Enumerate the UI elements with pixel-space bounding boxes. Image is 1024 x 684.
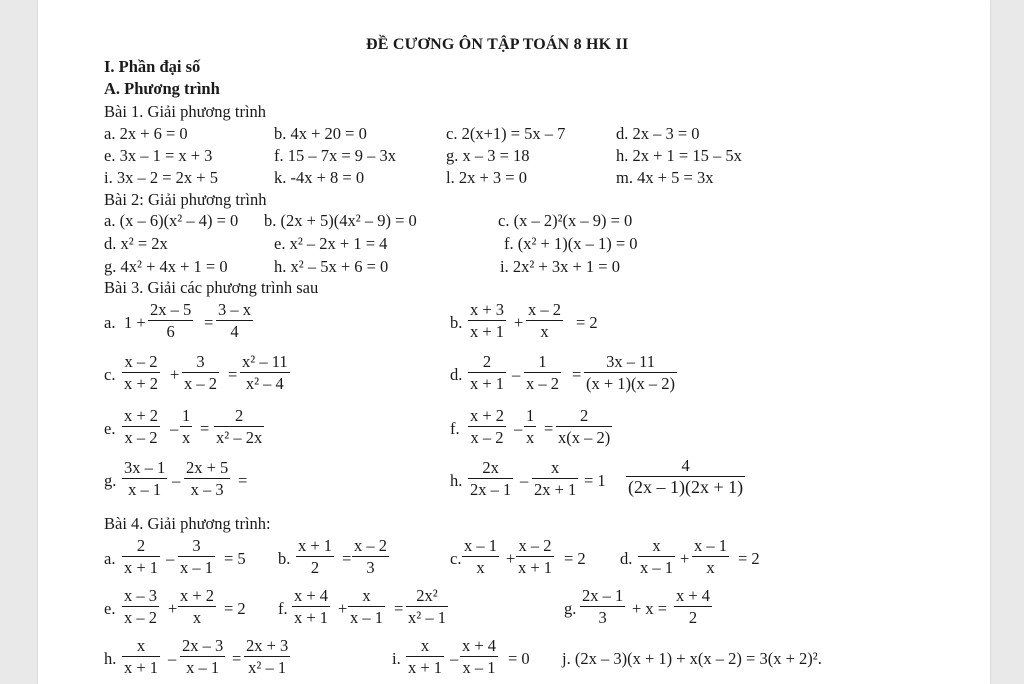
bai2-item: e. x² – 2x + 1 = 4 <box>274 234 388 253</box>
fraction: 2 x² – 2x <box>216 406 263 447</box>
operator: = 2 <box>564 549 586 568</box>
item-label: d. <box>620 549 633 568</box>
operator: – <box>170 419 179 438</box>
fraction: 2x 2x – 1 <box>470 458 512 499</box>
item-label: c. <box>104 365 116 384</box>
fraction: x + 1 2 <box>298 536 333 577</box>
item-label: b. <box>278 549 291 568</box>
fraction: x x + 1 <box>124 636 159 677</box>
fraction: x x + 1 <box>408 636 443 677</box>
fraction: x 2x + 1 <box>534 458 577 499</box>
fraction: 2x + 3 x² – 1 <box>246 636 289 677</box>
fraction: x + 2 x – 2 <box>124 406 159 447</box>
item-label: f. <box>450 419 460 438</box>
fraction: x + 4 x – 1 <box>462 636 497 677</box>
fraction: x + 3 x + 1 <box>470 300 505 341</box>
operator: = <box>394 599 404 618</box>
bai4-heading: Bài 4. Giải phương trình: <box>104 514 271 533</box>
bai1-item: a. 2x + 6 = 0 <box>104 124 188 143</box>
fraction: 2x – 5 6 <box>150 300 192 341</box>
fraction: 2 x + 1 <box>124 536 159 577</box>
item-label: a. <box>104 313 116 332</box>
bai2-item: g. 4x² + 4x + 1 = 0 <box>104 257 228 276</box>
item-label: h. <box>450 471 463 490</box>
bai2-item: f. (x² + 1)(x – 1) = 0 <box>504 234 638 253</box>
bai1-item: e. 3x – 1 = x + 3 <box>104 146 213 165</box>
operator: – <box>514 419 523 438</box>
item-label: c. <box>450 549 462 568</box>
bai1-item: k. -4x + 8 = 0 <box>274 168 365 187</box>
fraction: 2x + 5 x – 3 <box>186 458 229 499</box>
fraction: 1 x <box>526 406 535 447</box>
fraction: x x – 1 <box>640 536 673 577</box>
operator: + <box>168 599 178 618</box>
fraction: 3 – x 4 <box>218 300 251 341</box>
bai1-item: i. 3x – 2 = 2x + 5 <box>104 168 218 187</box>
fraction: x – 1 x <box>694 536 727 577</box>
fraction: 2x – 1 3 <box>582 586 624 627</box>
fraction: 2x – 3 x – 1 <box>182 636 224 677</box>
operator: – <box>166 549 175 568</box>
fraction: 3 x – 1 <box>180 536 213 577</box>
bai1-item: m. 4x + 5 = 3x <box>616 168 714 187</box>
fraction: 2 x(x – 2) <box>558 406 611 447</box>
bai1-item: g. x – 3 = 18 <box>446 146 530 165</box>
operator: + <box>514 313 524 332</box>
fraction: x + 4 2 <box>676 586 711 627</box>
bai2-item: i. 2x² + 3x + 1 = 0 <box>500 257 620 276</box>
bai1-item: b. 4x + 20 = 0 <box>274 124 367 143</box>
fraction: x + 2 x <box>180 586 215 627</box>
fraction: 3x – 1 x – 1 <box>124 458 166 499</box>
fraction: x – 2 3 <box>354 536 387 577</box>
operator: = <box>200 419 210 438</box>
fraction: 3 x – 2 <box>184 352 217 393</box>
bai2-item: c. (x – 2)²(x – 9) = 0 <box>498 211 633 230</box>
operator: – <box>168 649 177 668</box>
fraction: 1 x – 2 <box>526 352 559 393</box>
fraction: 2x² x² – 1 <box>408 586 446 627</box>
operator: – <box>172 471 181 490</box>
item-label: b. <box>450 313 463 332</box>
fraction: 3x – 11 (x + 1)(x – 2) <box>586 352 676 393</box>
bai3-heading: Bài 3. Giải các phương trình sau <box>104 278 319 297</box>
operator: = <box>204 313 214 332</box>
bai1-item: d. 2x – 3 = 0 <box>616 124 700 143</box>
operator: = <box>238 471 248 490</box>
fraction: x² – 11 x² – 4 <box>242 352 288 393</box>
operator: = <box>572 365 582 384</box>
operator: + <box>338 599 348 618</box>
bai1-item: h. 2x + 1 = 15 – 5x <box>616 146 742 165</box>
fraction: x – 3 x – 2 <box>124 586 157 627</box>
operator: + <box>680 549 690 568</box>
operator: = 2 <box>738 549 760 568</box>
operator: = 0 <box>508 649 530 668</box>
operator: = <box>232 649 242 668</box>
fraction: x x – 1 <box>350 586 383 627</box>
item-label: g. <box>104 471 117 490</box>
operator: – <box>512 365 521 384</box>
fraction: x – 2 x + 2 <box>124 352 159 393</box>
bai2-item: h. x² – 5x + 6 = 0 <box>274 257 389 276</box>
operator: – <box>450 649 459 668</box>
operator: – <box>520 471 529 490</box>
bai2-item: d. x² = 2x <box>104 234 168 253</box>
bai1-item: c. 2(x+1) = 5x – 7 <box>446 124 566 143</box>
bai2-item: a. (x – 6)(x² – 4) = 0 <box>104 211 239 230</box>
fraction: x – 1 x <box>464 536 497 577</box>
fraction: x – 2 x + 1 <box>518 536 553 577</box>
operator: = 2 <box>224 599 246 618</box>
item-label: j. (2x – 3)(x + 1) + x(x – 2) = 3(x + 2)². <box>562 649 822 668</box>
fraction: x + 4 x + 1 <box>294 586 329 627</box>
fraction: 1 x <box>182 406 191 447</box>
operator: + <box>170 365 180 384</box>
item-label: f. <box>278 599 288 618</box>
item-label: i. <box>392 649 401 668</box>
operator: = <box>544 419 554 438</box>
operator: 1 + <box>124 313 146 332</box>
operator: + x = <box>632 599 668 618</box>
part-heading: I. Phần đại số <box>104 57 201 76</box>
fraction: 4 (2x – 1)(2x + 1) <box>628 456 744 497</box>
item-label: e. <box>104 419 116 438</box>
operator: + <box>506 549 516 568</box>
operator: = 1 <box>584 471 606 490</box>
fraction: x – 2 x <box>528 300 561 341</box>
bai1-heading: Bài 1. Giải phương trình <box>104 102 267 121</box>
fraction: 2 x + 1 <box>470 352 505 393</box>
item-label: a. <box>104 549 116 568</box>
item-label: g. <box>564 599 577 618</box>
document-page <box>38 0 990 684</box>
bai2-item: b. (2x + 5)(4x² – 9) = 0 <box>264 211 417 230</box>
page-title: ĐỀ CƯƠNG ÔN TẬP TOÁN 8 HK II <box>366 36 629 53</box>
operator: = 5 <box>224 549 246 568</box>
item-label: d. <box>450 365 463 384</box>
bai1-item: f. 15 – 7x = 9 – 3x <box>274 146 397 165</box>
operator: = <box>342 549 352 568</box>
bai2-heading: Bài 2: Giải phương trình <box>104 190 267 209</box>
operator: = 2 <box>576 313 598 332</box>
section-heading: A. Phương trình <box>104 79 220 98</box>
fraction: x + 2 x – 2 <box>470 406 505 447</box>
operator: = <box>228 365 238 384</box>
bai1-item: l. 2x + 3 = 0 <box>446 168 527 187</box>
item-label: h. <box>104 649 117 668</box>
item-label: e. <box>104 599 116 618</box>
